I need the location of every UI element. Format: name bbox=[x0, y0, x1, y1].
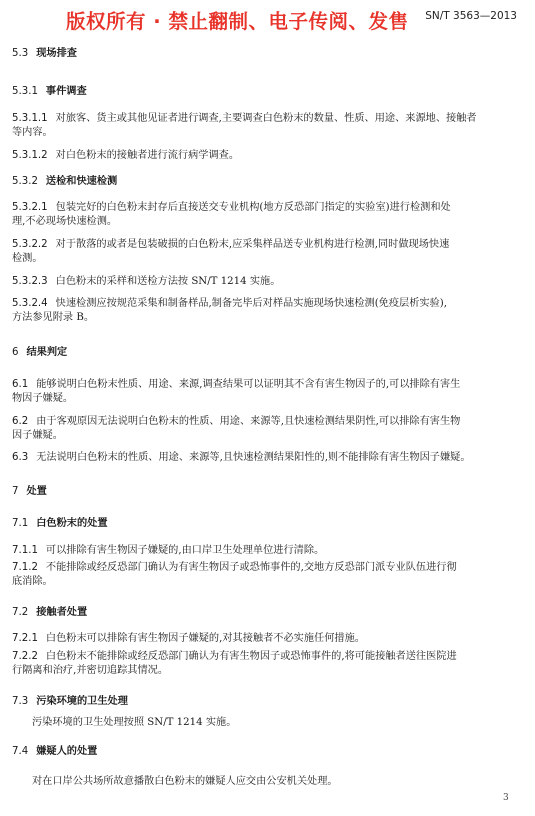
paragraph-line bbox=[12, 252, 526, 265]
clause-number: 5.3.2.1 bbox=[12, 202, 48, 213]
clause-text: 白色粉末可以排除有害生物因子嫌疑的,对其接触者不必实施任何措施。 bbox=[45, 633, 365, 644]
paragraph-line bbox=[12, 275, 526, 288]
heading-text: 事件调查 bbox=[45, 86, 87, 97]
paragraph-line bbox=[12, 544, 526, 557]
paragraph-line bbox=[12, 664, 526, 677]
clause-text: 白色粉末不能排除或经反恐部门确认为有害生物因子或恐怖事件的,将可能接触者送往医院进 bbox=[45, 651, 457, 662]
section-heading bbox=[12, 47, 526, 60]
clause-number: 5.3.1.2 bbox=[12, 150, 48, 161]
clause-number: 7.1.1 bbox=[12, 545, 38, 556]
paragraph-line bbox=[12, 575, 526, 588]
paragraph-line bbox=[12, 429, 526, 442]
paragraph-line bbox=[12, 201, 526, 214]
section-heading bbox=[12, 695, 526, 708]
paragraph-line bbox=[12, 149, 526, 162]
clause-text: 对白色粉末的接触者进行流行病学调查。 bbox=[55, 150, 240, 161]
clause-text: 包装完好的白色粉末封存后直接送交专业机构(地方反恐部门指定的实验室)进行检测和处 bbox=[55, 202, 451, 213]
section-heading bbox=[12, 346, 526, 359]
heading-text: 现场排查 bbox=[36, 48, 77, 59]
paragraph-line bbox=[12, 632, 526, 645]
paragraph-line bbox=[12, 112, 526, 125]
paragraph-line bbox=[12, 378, 526, 391]
clause-text: 检测。 bbox=[12, 253, 43, 264]
section-heading bbox=[12, 517, 526, 530]
paragraph-line bbox=[12, 650, 526, 663]
heading-text: 白色粉末的处置 bbox=[36, 518, 108, 529]
clause-number: 7.2 bbox=[12, 607, 29, 618]
clause-number: 5.3.2.3 bbox=[12, 276, 48, 287]
clause-number: 5.3.2.4 bbox=[12, 298, 48, 309]
clause-text: 污染环境的卫生处理按照 SN/T 1214 实施。 bbox=[32, 717, 237, 728]
clause-number: 6.1 bbox=[12, 379, 29, 390]
clause-number: 7 bbox=[12, 486, 19, 497]
paragraph-line bbox=[12, 415, 526, 428]
heading-text: 污染环境的卫生处理 bbox=[36, 696, 128, 707]
page-number: 3 bbox=[503, 793, 509, 803]
section-heading bbox=[12, 485, 526, 498]
clause-text: 无法说明白色粉末的性质、用途、来源等,且快速检测结果阳性的,则不能排除有害生物因子嫌疑。 bbox=[36, 452, 471, 463]
clause-text: 不能排除或经反恐部门确认为有害生物因子或恐怖事件的,交地方反恐部门派专业队伍进行彻 bbox=[45, 562, 457, 573]
heading-text: 送检和快速检测 bbox=[45, 176, 118, 187]
heading-text: 接触者处置 bbox=[36, 607, 88, 618]
clause-text: 快速检测应按规范采集和制备样品,制备完毕后对样品实施现场快速检测(免疫层析实验), bbox=[55, 298, 448, 309]
clause-number: 7.1 bbox=[12, 518, 29, 529]
clause-number: 7.3 bbox=[12, 696, 29, 707]
paragraph-line bbox=[12, 215, 526, 228]
clause-number: 6.3 bbox=[12, 452, 29, 463]
clause-text: 白色粉末的采样和送检方法按 SN/T 1214 实施。 bbox=[55, 276, 281, 287]
clause-number: 7.1.2 bbox=[12, 562, 38, 573]
clause-number: 5.3.2.2 bbox=[12, 239, 48, 250]
clause-text: 对于散落的或者是包装破损的白色粉末,应采集样品送专业机构进行检测,同时做现场快速 bbox=[55, 239, 450, 250]
heading-text: 处置 bbox=[26, 486, 47, 497]
clause-number: 5.3 bbox=[12, 48, 29, 59]
paragraph-line bbox=[12, 297, 526, 310]
heading-text: 嫌疑人的处置 bbox=[36, 746, 98, 757]
clause-text: 等内容。 bbox=[12, 127, 53, 138]
clause-text: 可以排除有害生物因子嫌疑的,由口岸卫生处理单位进行清除。 bbox=[45, 545, 325, 556]
clause-number: 5.3.1.1 bbox=[12, 113, 48, 124]
section-heading bbox=[12, 85, 526, 98]
paragraph-line bbox=[32, 775, 535, 788]
clause-text: 理,不必现场快速检测。 bbox=[12, 216, 118, 227]
clause-text: 对在口岸公共场所故意播散白色粉末的嫌疑人应交由公安机关处理。 bbox=[32, 776, 338, 787]
section-heading bbox=[12, 606, 526, 619]
clause-text: 底消除。 bbox=[12, 576, 53, 587]
paragraph-line bbox=[12, 238, 526, 251]
clause-number: 5.3.1 bbox=[12, 86, 38, 97]
clause-number: 6 bbox=[12, 347, 19, 358]
clause-number: 6.2 bbox=[12, 416, 29, 427]
heading-text: 结果判定 bbox=[26, 347, 68, 358]
clause-text: 物因子嫌疑。 bbox=[12, 393, 74, 404]
paragraph-line bbox=[32, 716, 535, 729]
clause-text: 能够说明白色粉末性质、用途、来源,调查结果可以证明其不含有害生物因子的,可以排除有害生 bbox=[36, 379, 461, 390]
clause-text: 因子嫌疑。 bbox=[12, 430, 63, 441]
section-heading bbox=[12, 745, 526, 758]
clause-text: 由于客观原因无法说明白色粉末的性质、用途、来源等,且快速检测结果阴性,可以排除有害生物 bbox=[36, 416, 461, 427]
paragraph-line bbox=[12, 392, 526, 405]
standard-number: SN/T 3563—2013 bbox=[425, 10, 517, 22]
clause-text: 行隔离和治疗,并密切追踪其情况。 bbox=[12, 665, 169, 676]
section-heading bbox=[12, 175, 526, 188]
paragraph-line bbox=[12, 561, 526, 574]
clause-number: 7.2.1 bbox=[12, 633, 38, 644]
paragraph-line bbox=[12, 126, 526, 139]
clause-number: 7.4 bbox=[12, 746, 29, 757]
paragraph-line bbox=[12, 451, 526, 464]
clause-number: 5.3.2 bbox=[12, 176, 38, 187]
copyright-watermark: 版权所有 · 禁止翻制、电子传阅、发售 bbox=[66, 10, 409, 33]
clause-text: 方法参见附录 B。 bbox=[12, 312, 95, 323]
clause-text: 对旅客、货主或其他见证者进行调查,主要调查白色粉末的数量、性质、用途、来源地、接触者 bbox=[55, 113, 477, 124]
paragraph-line bbox=[12, 311, 526, 324]
clause-number: 7.2.2 bbox=[12, 651, 38, 662]
